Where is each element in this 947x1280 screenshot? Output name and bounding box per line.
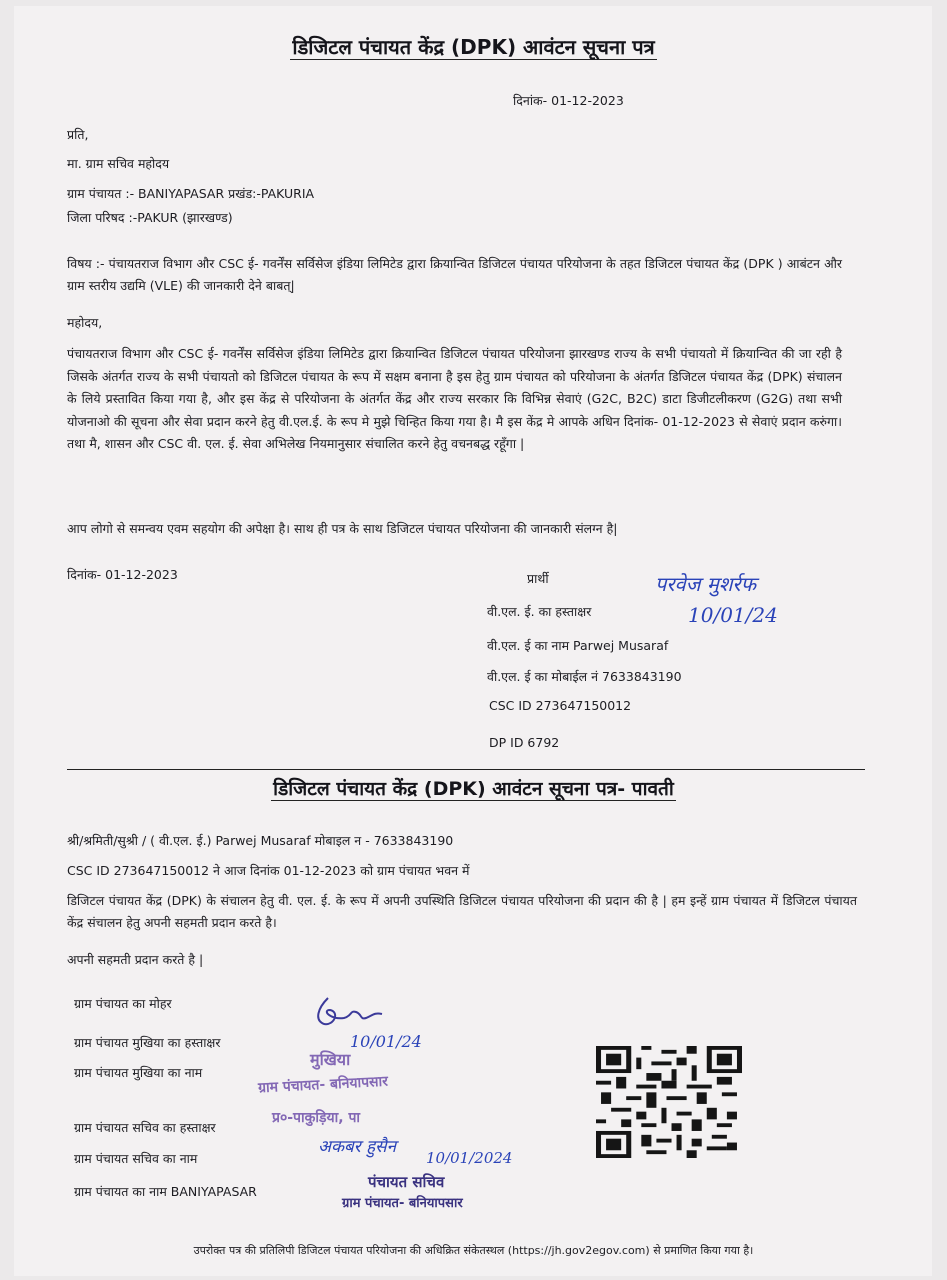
field-mukhiya-name: ग्राम पंचायत मुखिया का नाम (74, 1065, 203, 1080)
vle-signature-label: वी.एल. ई. का हस्ताक्षर (487, 604, 592, 619)
field-panchayat-stamp: ग्राम पंचायत का मोहर (74, 996, 172, 1011)
field-mukhiya-signature: ग्राम पंचायत मुखिया का हस्ताक्षर (74, 1035, 221, 1050)
field-panchayat-name: ग्राम पंचायत का नाम BANIYAPASAR (74, 1184, 257, 1199)
sachiv-handwritten-date: 10/01/2024 (426, 1149, 513, 1167)
address-to: मा. ग्राम सचिव महोदय (67, 156, 170, 171)
stamp-mukhiya: मुखिया (310, 1050, 351, 1069)
receipt-title: डिजिटल पंचायत केंद्र (DPK) आवंटन सूचना पत्र- पावती (273, 778, 674, 800)
body-paragraph: पंचायतराज विभाग और CSC ई- गवर्नेंस सर्विसेज इंडिया लिमिटेड द्वारा क्रियान्वित डिजिटल पंचायत परियोजना झारखण्ड राज्य के सभी पंचायतो में क्रियान्वित की जा रही है जिसके अंतर्गत राज्य के सभी पंचायतो को डिजिटल पंचायत के रूप में सक्षम बनाना है इस हेतु ग्राम पंचायत को परियोजना के अंतर्गत डिजिटल पंचायत केंद्र (DPK) संचालन के लिये प्रस्तावित किया गया है, और इस केंद्र से परियोजना के अंतर्गत केंद्र और राज्य सरकार कि विभिन्न सेवाएं (G2C, B2C) डाटा डिजीटलीकरण (G2G) तथा सभी योजनाओ की सूचना और सेवा प्रदान करने हेतु वी.एल.ई. के रूप मे मुझे चिन्हित किया गया है। मै इस केंद्र मे आपके अधिन दिनांक- 01-12-2023 से सेवाएं प्रदान करुंगा। तथा मै, शासन और CSC वी. एल. ई. सेवा अभिलेख नियमानुसार संचालित करने हेतु वचनबद्ध रहूँगा | (67, 346, 842, 451)
receipt-line-1: श्री/श्रमिती/सुश्री / ( वी.एल. ई.) Parwej Musaraf मोबाइल न - 7633843190 (67, 833, 454, 848)
receipt-line-3: डिजिटल पंचायत केंद्र (DPK) के संचालन हेतु वी. एल. ई. के रूप में अपनी उपस्थिति डिजिटल पंचायत परियोजना की प्रदान की है | हम इन्हें ग्राम पंचायत में डिजिटल पंचायत केंद्र संचालन हेतु अपनी सहमती प्रदान करते है। (67, 893, 857, 930)
qr-code (596, 1046, 742, 1158)
stamp-gram-panchayat: ग्राम पंचायत- बनियापसार (257, 1073, 389, 1097)
letter-title: डिजिटल पंचायत केंद्र (DPK) आवंटन सूचना पत्र (292, 35, 655, 59)
prarthi-label: प्रार्थी (527, 571, 549, 586)
section-divider (67, 769, 865, 770)
address-zila-parishad: जिला परिषद :-PAKUR (झारखण्ड) (67, 210, 233, 225)
cooperation-line: आप लोगो से समन्वय एवम सहयोग की अपेक्षा है। साथ ही पत्र के साथ डिजिटल पंचायत परियोजना की जानकारी संलग्न है| (67, 521, 618, 536)
mukhiya-handwritten-date: 10/01/24 (350, 1032, 422, 1051)
letter-date: दिनांक- 01-12-2023 (513, 93, 624, 108)
subject-line: विषय :- पंचायतराज विभाग और CSC ई- गवर्नेंस सर्विसेज इंडिया लिमिटेड द्वारा क्रियान्वित डिजिटल पंचायत परियोजना के तहत डिजिटल पंचायत केंद्र (DPK ) आबंटन और ग्राम स्तरीय उद्यमि (VLE) की जानकारी देने बाबत्| (67, 256, 842, 293)
address-prati: प्रति, (67, 127, 89, 142)
field-sachiv-signature: ग्राम पंचायत सचिव का हस्ताक्षर (74, 1120, 216, 1135)
footer-note: उपरोक्त पत्र की प्रतिलिपी डिजिटल पंचायत परियोजना की अधिक्रित संकेतस्थल (https://jh.gov2egov.com) से प्रमाणित किया गया है। (193, 1244, 754, 1257)
salutation: महोदय, (67, 315, 103, 330)
vle-handwritten-signature: परवेज मुशर्रफ (655, 572, 757, 596)
vle-handwritten-date: 10/01/24 (688, 603, 778, 627)
dp-id: DP ID 6792 (489, 735, 560, 750)
receipt-line-4: अपनी सहमती प्रदान करते है | (67, 952, 204, 967)
address-gram-panchayat: ग्राम पंचायत :- BANIYAPASAR प्रखंड:-PAKURIA (67, 186, 315, 201)
receipt-line-2: CSC ID 273647150012 ने आज दिनांक 01-12-2023 को ग्राम पंचायत भवन में (67, 863, 470, 878)
csc-id: CSC ID 273647150012 (489, 698, 632, 713)
vle-name: वी.एल. ई का नाम Parwej Musaraf (487, 638, 669, 653)
field-sachiv-name: ग्राम पंचायत सचिव का नाम (74, 1151, 198, 1166)
vle-mobile: वी.एल. ई का मोबाईल नं 7633843190 (487, 669, 682, 684)
sachiv-handwritten-name: अकबर हुसैन (318, 1137, 397, 1157)
stamp-prakhand: प्र०-पाकुड़िया, पा (272, 1110, 361, 1126)
stamp-sachiv-gram: ग्राम पंचायत- बनियापसार (342, 1196, 463, 1211)
stamp-sachiv-title: पंचायत सचिव (368, 1173, 445, 1191)
sign-date: दिनांक- 01-12-2023 (67, 567, 178, 582)
